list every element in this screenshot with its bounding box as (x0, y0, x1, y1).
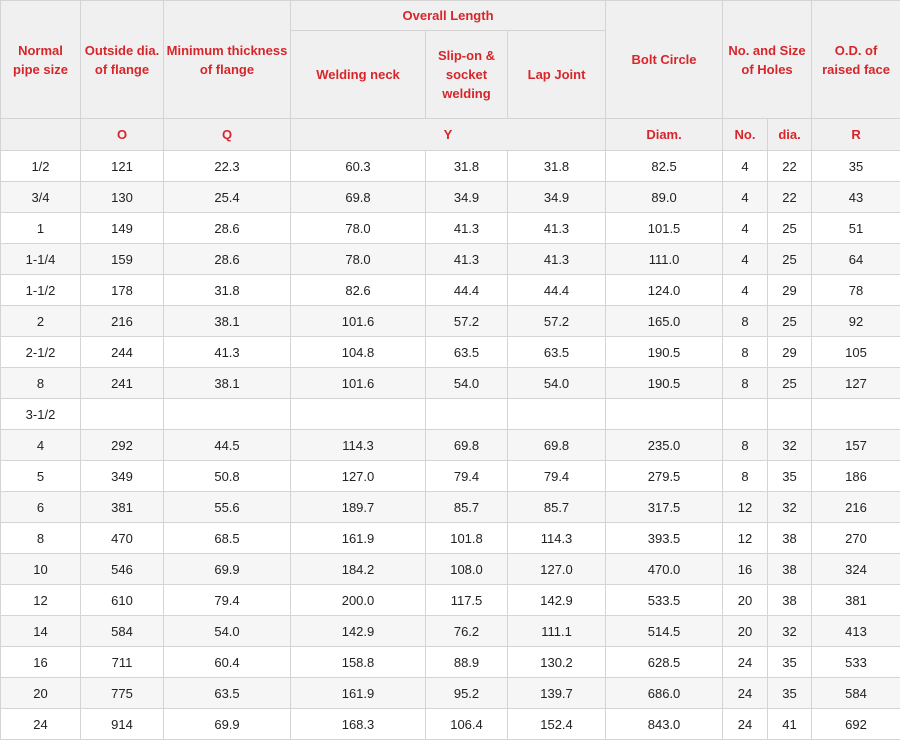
header-overall-length: Overall Length (291, 1, 606, 31)
cell-raised-face (812, 399, 900, 430)
cell-holes-no: 8 (723, 306, 768, 337)
cell-slip-on: 101.8 (426, 523, 508, 554)
cell-holes-no: 8 (723, 461, 768, 492)
cell-raised-face: 584 (812, 678, 900, 709)
cell-bolt-circle: 82.5 (606, 151, 723, 182)
cell-min-thickness: 25.4 (164, 182, 291, 213)
table-row (1, 523, 900, 554)
table-row (1, 337, 900, 368)
cell-lap-joint: 130.2 (508, 647, 606, 678)
cell-min-thickness: 63.5 (164, 678, 291, 709)
cell-pipe-size: 2-1/2 (1, 337, 81, 368)
cell-min-thickness: 50.8 (164, 461, 291, 492)
cell-pipe-size: 6 (1, 492, 81, 523)
cell-bolt-circle: 235.0 (606, 430, 723, 461)
cell-raised-face: 35 (812, 151, 900, 182)
symbol-overall-length: Y (291, 119, 606, 151)
cell-bolt-circle: 124.0 (606, 275, 723, 306)
symbol-min-thickness: Q (164, 119, 291, 151)
cell-slip-on: 41.3 (426, 213, 508, 244)
cell-min-thickness: 28.6 (164, 244, 291, 275)
header-outside-dia: Outside dia. of flange (81, 1, 164, 119)
table-row (1, 368, 900, 399)
cell-holes-no: 20 (723, 616, 768, 647)
cell-holes-no: 4 (723, 244, 768, 275)
cell-min-thickness: 79.4 (164, 585, 291, 616)
cell-outside-dia: 130 (81, 182, 164, 213)
cell-raised-face: 51 (812, 213, 900, 244)
symbol-holes-no: No. (723, 119, 768, 151)
table-row (1, 709, 900, 740)
cell-slip-on: 106.4 (426, 709, 508, 740)
cell-lap-joint: 57.2 (508, 306, 606, 337)
cell-outside-dia: 610 (81, 585, 164, 616)
cell-holes-no: 4 (723, 182, 768, 213)
cell-outside-dia: 381 (81, 492, 164, 523)
cell-holes-dia: 29 (768, 275, 812, 306)
cell-bolt-circle (606, 399, 723, 430)
cell-lap-joint: 69.8 (508, 430, 606, 461)
cell-outside-dia: 244 (81, 337, 164, 368)
cell-outside-dia: 349 (81, 461, 164, 492)
cell-bolt-circle: 111.0 (606, 244, 723, 275)
cell-holes-dia: 35 (768, 678, 812, 709)
header-bolt-circle: Bolt Circle (606, 1, 723, 119)
header-holes: No. and Size of Holes (723, 1, 812, 119)
cell-welding-neck: 101.6 (291, 368, 426, 399)
header-slip-on: Slip-on & socket welding (426, 31, 508, 119)
cell-outside-dia: 121 (81, 151, 164, 182)
cell-holes-no: 4 (723, 275, 768, 306)
cell-holes-dia: 32 (768, 616, 812, 647)
cell-bolt-circle: 190.5 (606, 368, 723, 399)
cell-bolt-circle: 514.5 (606, 616, 723, 647)
cell-pipe-size: 5 (1, 461, 81, 492)
cell-lap-joint: 41.3 (508, 244, 606, 275)
cell-outside-dia (81, 399, 164, 430)
cell-holes-no: 12 (723, 523, 768, 554)
table-body (1, 151, 900, 740)
cell-holes-no: 4 (723, 213, 768, 244)
cell-pipe-size: 4 (1, 430, 81, 461)
table-row (1, 492, 900, 523)
cell-slip-on: 95.2 (426, 678, 508, 709)
cell-holes-dia: 29 (768, 337, 812, 368)
cell-pipe-size: 1/2 (1, 151, 81, 182)
cell-welding-neck: 78.0 (291, 213, 426, 244)
cell-lap-joint: 142.9 (508, 585, 606, 616)
table-row (1, 554, 900, 585)
cell-welding-neck: 114.3 (291, 430, 426, 461)
cell-outside-dia: 241 (81, 368, 164, 399)
cell-slip-on: 44.4 (426, 275, 508, 306)
cell-welding-neck: 60.3 (291, 151, 426, 182)
cell-bolt-circle: 470.0 (606, 554, 723, 585)
cell-outside-dia: 159 (81, 244, 164, 275)
symbol-holes-dia: dia. (768, 119, 812, 151)
cell-outside-dia: 178 (81, 275, 164, 306)
cell-welding-neck: 184.2 (291, 554, 426, 585)
cell-holes-dia: 25 (768, 306, 812, 337)
table-row (1, 182, 900, 213)
cell-raised-face: 157 (812, 430, 900, 461)
cell-bolt-circle: 279.5 (606, 461, 723, 492)
cell-slip-on: 85.7 (426, 492, 508, 523)
cell-welding-neck (291, 399, 426, 430)
cell-pipe-size: 1-1/4 (1, 244, 81, 275)
cell-holes-dia: 25 (768, 368, 812, 399)
cell-holes-dia: 38 (768, 523, 812, 554)
cell-holes-no: 12 (723, 492, 768, 523)
cell-slip-on: 88.9 (426, 647, 508, 678)
cell-slip-on: 79.4 (426, 461, 508, 492)
cell-min-thickness: 38.1 (164, 306, 291, 337)
cell-slip-on: 54.0 (426, 368, 508, 399)
table-row (1, 461, 900, 492)
cell-outside-dia: 711 (81, 647, 164, 678)
cell-holes-no: 8 (723, 337, 768, 368)
cell-bolt-circle: 190.5 (606, 337, 723, 368)
cell-lap-joint: 79.4 (508, 461, 606, 492)
symbol-normal-pipe-size (1, 119, 81, 151)
cell-slip-on: 41.3 (426, 244, 508, 275)
cell-welding-neck: 127.0 (291, 461, 426, 492)
cell-min-thickness: 22.3 (164, 151, 291, 182)
cell-min-thickness: 68.5 (164, 523, 291, 554)
cell-slip-on: 69.8 (426, 430, 508, 461)
cell-lap-joint: 54.0 (508, 368, 606, 399)
cell-holes-dia: 25 (768, 213, 812, 244)
cell-raised-face: 216 (812, 492, 900, 523)
cell-holes-dia: 35 (768, 461, 812, 492)
cell-slip-on (426, 399, 508, 430)
cell-welding-neck: 161.9 (291, 523, 426, 554)
cell-slip-on: 31.8 (426, 151, 508, 182)
cell-lap-joint: 31.8 (508, 151, 606, 182)
cell-lap-joint (508, 399, 606, 430)
cell-holes-no (723, 399, 768, 430)
header-symbol-row (1, 119, 900, 151)
cell-outside-dia: 470 (81, 523, 164, 554)
cell-min-thickness: 44.5 (164, 430, 291, 461)
table-row (1, 678, 900, 709)
cell-lap-joint: 34.9 (508, 182, 606, 213)
cell-holes-no: 16 (723, 554, 768, 585)
cell-pipe-size: 8 (1, 523, 81, 554)
cell-min-thickness: 60.4 (164, 647, 291, 678)
cell-pipe-size: 1 (1, 213, 81, 244)
cell-min-thickness (164, 399, 291, 430)
cell-slip-on: 117.5 (426, 585, 508, 616)
cell-pipe-size: 12 (1, 585, 81, 616)
cell-lap-joint: 44.4 (508, 275, 606, 306)
cell-lap-joint: 139.7 (508, 678, 606, 709)
cell-welding-neck: 78.0 (291, 244, 426, 275)
cell-holes-dia: 22 (768, 151, 812, 182)
cell-lap-joint: 114.3 (508, 523, 606, 554)
table-header (1, 1, 900, 151)
cell-outside-dia: 775 (81, 678, 164, 709)
header-normal-pipe-size: Normal pipe size (1, 1, 81, 119)
cell-raised-face: 43 (812, 182, 900, 213)
symbol-bolt-circle: Diam. (606, 119, 723, 151)
cell-outside-dia: 914 (81, 709, 164, 740)
cell-holes-dia: 32 (768, 430, 812, 461)
cell-welding-neck: 189.7 (291, 492, 426, 523)
cell-outside-dia: 584 (81, 616, 164, 647)
cell-holes-dia: 25 (768, 244, 812, 275)
cell-min-thickness: 31.8 (164, 275, 291, 306)
cell-lap-joint: 41.3 (508, 213, 606, 244)
cell-bolt-circle: 628.5 (606, 647, 723, 678)
cell-holes-no: 4 (723, 151, 768, 182)
table-row (1, 585, 900, 616)
cell-pipe-size: 1-1/2 (1, 275, 81, 306)
cell-raised-face: 270 (812, 523, 900, 554)
cell-raised-face: 64 (812, 244, 900, 275)
cell-outside-dia: 216 (81, 306, 164, 337)
cell-bolt-circle: 317.5 (606, 492, 723, 523)
cell-holes-no: 24 (723, 709, 768, 740)
cell-welding-neck: 69.8 (291, 182, 426, 213)
cell-slip-on: 57.2 (426, 306, 508, 337)
cell-bolt-circle: 89.0 (606, 182, 723, 213)
table-row (1, 647, 900, 678)
cell-slip-on: 108.0 (426, 554, 508, 585)
cell-lap-joint: 127.0 (508, 554, 606, 585)
cell-welding-neck: 168.3 (291, 709, 426, 740)
cell-slip-on: 63.5 (426, 337, 508, 368)
cell-pipe-size: 2 (1, 306, 81, 337)
cell-holes-dia: 35 (768, 647, 812, 678)
cell-min-thickness: 38.1 (164, 368, 291, 399)
cell-pipe-size: 16 (1, 647, 81, 678)
cell-welding-neck: 200.0 (291, 585, 426, 616)
cell-raised-face: 127 (812, 368, 900, 399)
cell-raised-face: 105 (812, 337, 900, 368)
cell-lap-joint: 111.1 (508, 616, 606, 647)
cell-holes-dia: 32 (768, 492, 812, 523)
cell-holes-dia: 22 (768, 182, 812, 213)
cell-bolt-circle: 393.5 (606, 523, 723, 554)
table-row (1, 213, 900, 244)
header-min-thickness: Minimum thickness of flange (164, 1, 291, 119)
cell-slip-on: 34.9 (426, 182, 508, 213)
table-row (1, 399, 900, 430)
cell-lap-joint: 152.4 (508, 709, 606, 740)
cell-holes-dia: 38 (768, 585, 812, 616)
cell-min-thickness: 69.9 (164, 554, 291, 585)
cell-pipe-size: 24 (1, 709, 81, 740)
cell-holes-dia: 38 (768, 554, 812, 585)
cell-pipe-size: 10 (1, 554, 81, 585)
cell-lap-joint: 63.5 (508, 337, 606, 368)
cell-raised-face: 692 (812, 709, 900, 740)
cell-min-thickness: 69.9 (164, 709, 291, 740)
header-row-1 (1, 1, 900, 31)
table-row (1, 306, 900, 337)
cell-bolt-circle: 101.5 (606, 213, 723, 244)
cell-raised-face: 78 (812, 275, 900, 306)
cell-holes-no: 24 (723, 678, 768, 709)
cell-min-thickness: 55.6 (164, 492, 291, 523)
cell-holes-no: 24 (723, 647, 768, 678)
cell-bolt-circle: 843.0 (606, 709, 723, 740)
cell-raised-face: 92 (812, 306, 900, 337)
cell-holes-dia: 41 (768, 709, 812, 740)
cell-raised-face: 533 (812, 647, 900, 678)
cell-pipe-size: 14 (1, 616, 81, 647)
table-row (1, 430, 900, 461)
cell-min-thickness: 41.3 (164, 337, 291, 368)
cell-outside-dia: 149 (81, 213, 164, 244)
header-welding-neck: Welding neck (291, 31, 426, 119)
cell-raised-face: 413 (812, 616, 900, 647)
cell-pipe-size: 3/4 (1, 182, 81, 213)
cell-welding-neck: 161.9 (291, 678, 426, 709)
cell-pipe-size: 20 (1, 678, 81, 709)
cell-pipe-size: 8 (1, 368, 81, 399)
cell-raised-face: 186 (812, 461, 900, 492)
cell-raised-face: 324 (812, 554, 900, 585)
cell-welding-neck: 82.6 (291, 275, 426, 306)
table-row (1, 275, 900, 306)
cell-lap-joint: 85.7 (508, 492, 606, 523)
cell-holes-no: 8 (723, 368, 768, 399)
cell-welding-neck: 104.8 (291, 337, 426, 368)
cell-min-thickness: 54.0 (164, 616, 291, 647)
table-row (1, 151, 900, 182)
cell-bolt-circle: 165.0 (606, 306, 723, 337)
cell-welding-neck: 142.9 (291, 616, 426, 647)
table-row (1, 244, 900, 275)
cell-holes-dia (768, 399, 812, 430)
cell-pipe-size: 3-1/2 (1, 399, 81, 430)
cell-welding-neck: 158.8 (291, 647, 426, 678)
cell-raised-face: 381 (812, 585, 900, 616)
cell-welding-neck: 101.6 (291, 306, 426, 337)
cell-holes-no: 8 (723, 430, 768, 461)
table-row (1, 616, 900, 647)
symbol-outside-dia: O (81, 119, 164, 151)
cell-min-thickness: 28.6 (164, 213, 291, 244)
cell-outside-dia: 546 (81, 554, 164, 585)
symbol-raised-face: R (812, 119, 900, 151)
header-lap-joint: Lap Joint (508, 31, 606, 119)
cell-bolt-circle: 686.0 (606, 678, 723, 709)
cell-outside-dia: 292 (81, 430, 164, 461)
header-raised-face: O.D. of raised face (812, 1, 900, 119)
cell-bolt-circle: 533.5 (606, 585, 723, 616)
cell-holes-no: 20 (723, 585, 768, 616)
cell-slip-on: 76.2 (426, 616, 508, 647)
